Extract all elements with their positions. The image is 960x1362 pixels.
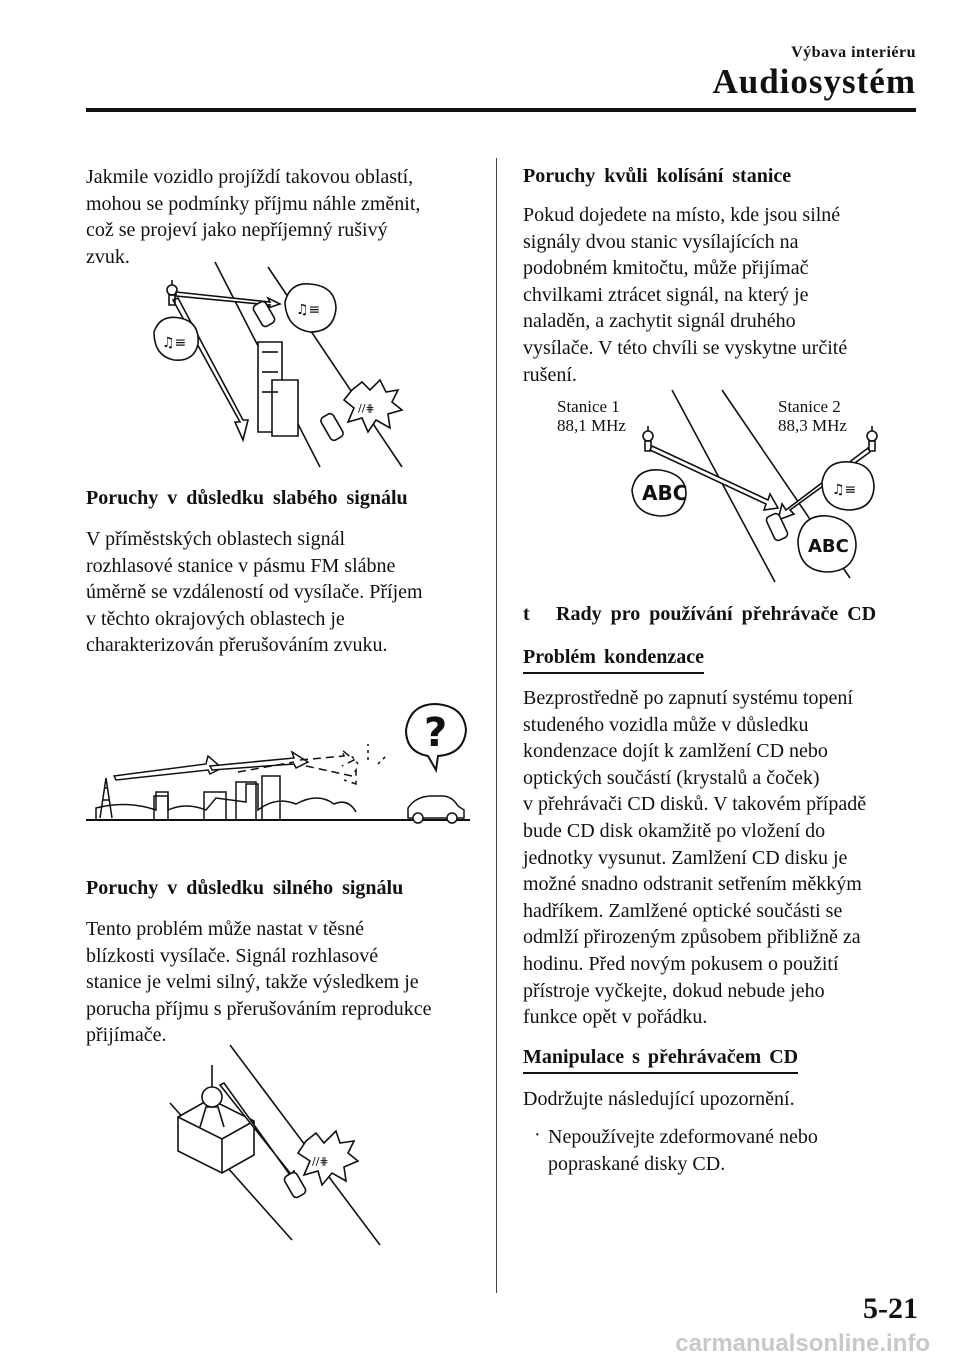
section-bullet-icon: t — [523, 603, 530, 625]
watermark: carmanualsonline.info — [675, 1330, 930, 1357]
static-burst-icon — [344, 380, 402, 432]
strong-signal-text: Tento problém může nastat v těsné blízkosti vysílače. Signál rozhlasové stanice je velmi silný, takže výsledkem je porucha příjmu s přerušováním reprodukce přijímače. — [86, 918, 432, 1047]
strong-signal-illustration — [170, 1045, 390, 1250]
chapter-title: Audiosystém — [712, 62, 916, 101]
question-bubble-icon — [406, 704, 466, 770]
svg-text:♫≡: ♫≡ — [296, 302, 321, 318]
svg-text:♫≡: ♫≡ — [162, 335, 187, 351]
transmitter-tower-icon — [100, 778, 112, 818]
weak-signal-text: V příměstských oblastech signál rozhlasové stanice v pásmu FM slábne úměrně se vzdáleností od vysílače. Příjem v těchto okrajových oblastech je charakterizován přerušováním zvuku. — [86, 528, 423, 657]
station-fluctuation-illustration — [610, 390, 900, 590]
section-title: Výbava interiéru — [791, 44, 916, 61]
station-2-label: Stanice 2 88,3 MHz — [778, 397, 847, 435]
transmitter-building-icon — [178, 1065, 254, 1173]
mixed-signal-bubble-icon — [798, 516, 856, 572]
building-icon — [258, 342, 298, 436]
weak-signal-heading: Poruchy v důsledku slabého signálu — [86, 487, 408, 509]
fluctuation-text: Pokud dojedete na místo, kde jsou silné signály dvou stanic vysílajících na podobném kmitočtu, může přijímač chvilkami ztrácet signál, na který je naladěn, a zachytit signál druhého vysílače. V této chvíli se vyskytne určité rušení. — [523, 204, 848, 386]
weak-signal-illustration — [86, 700, 470, 825]
header-rule — [86, 108, 916, 112]
svg-text:♫≡: ♫≡ — [832, 482, 857, 498]
handling-text: Dodržujte následující upozornění. — [523, 1088, 795, 1110]
list-item: Nepoužívejte zdeformované nebo popraskané disky CD. — [548, 1126, 818, 1175]
noise-bubble-icon — [154, 317, 198, 360]
svg-text://⋕: //⋕ — [358, 402, 375, 415]
noise-bubble-icon — [285, 284, 336, 332]
intro-paragraph: Jakmile vozidlo projíždí takovou oblastí, mohou se podmínky příjmu náhle změnit, což se projeví jako nepříjemný rušivý zvuk. — [86, 166, 421, 268]
car-icon — [319, 412, 344, 442]
abc-bubble-icon — [632, 470, 687, 516]
strong-signal-heading: Poruchy v důsledku silného signálu — [86, 877, 404, 899]
list-bullet-icon: · — [534, 1124, 541, 1146]
svg-text:?: ? — [424, 710, 448, 756]
transmitter-icon — [167, 280, 177, 305]
handling-heading: Manipulace s přehrávačem CD — [523, 1046, 798, 1074]
condensation-text: Bezprostředně po zapnutí systému topení studeného vozidla může v důsledku kondenzace dojít k zamlžení CD nebo optických součástí (krystalů a čoček) v přehrávači CD disků. V takovém případě bude CD disk okamžitě po vložení do jednotky vysunut. Zamlžení CD disku je možné snadno odstranit setřením měkkým hadříkem. Zamlžené optické součásti se odmlží přirozeným způsobem přibližně za hodinu. Před novým pokusem o použití přístroje vyčkejte, dokud nebude jeho funkce opět v pořádku. — [523, 687, 867, 1029]
page-number: 5-21 — [863, 1292, 918, 1325]
car-icon — [408, 796, 464, 823]
svg-text:ABC: ABC — [642, 481, 688, 505]
station-1-label: Stanice 1 88,1 MHz — [557, 397, 626, 435]
noise-bubble-icon — [822, 462, 874, 510]
cd-tips-heading: Rady pro používání přehrávače CD — [556, 603, 877, 625]
fluctuation-heading: Poruchy kvůli kolísání stanice — [523, 165, 792, 187]
svg-text:ABC: ABC — [808, 536, 849, 557]
column-divider — [496, 158, 497, 1293]
condensation-heading: Problém kondenzace — [523, 646, 704, 674]
static-burst-icon — [298, 1131, 358, 1185]
svg-text://⋕: //⋕ — [312, 1155, 329, 1168]
fade-out-illustration — [140, 262, 420, 472]
